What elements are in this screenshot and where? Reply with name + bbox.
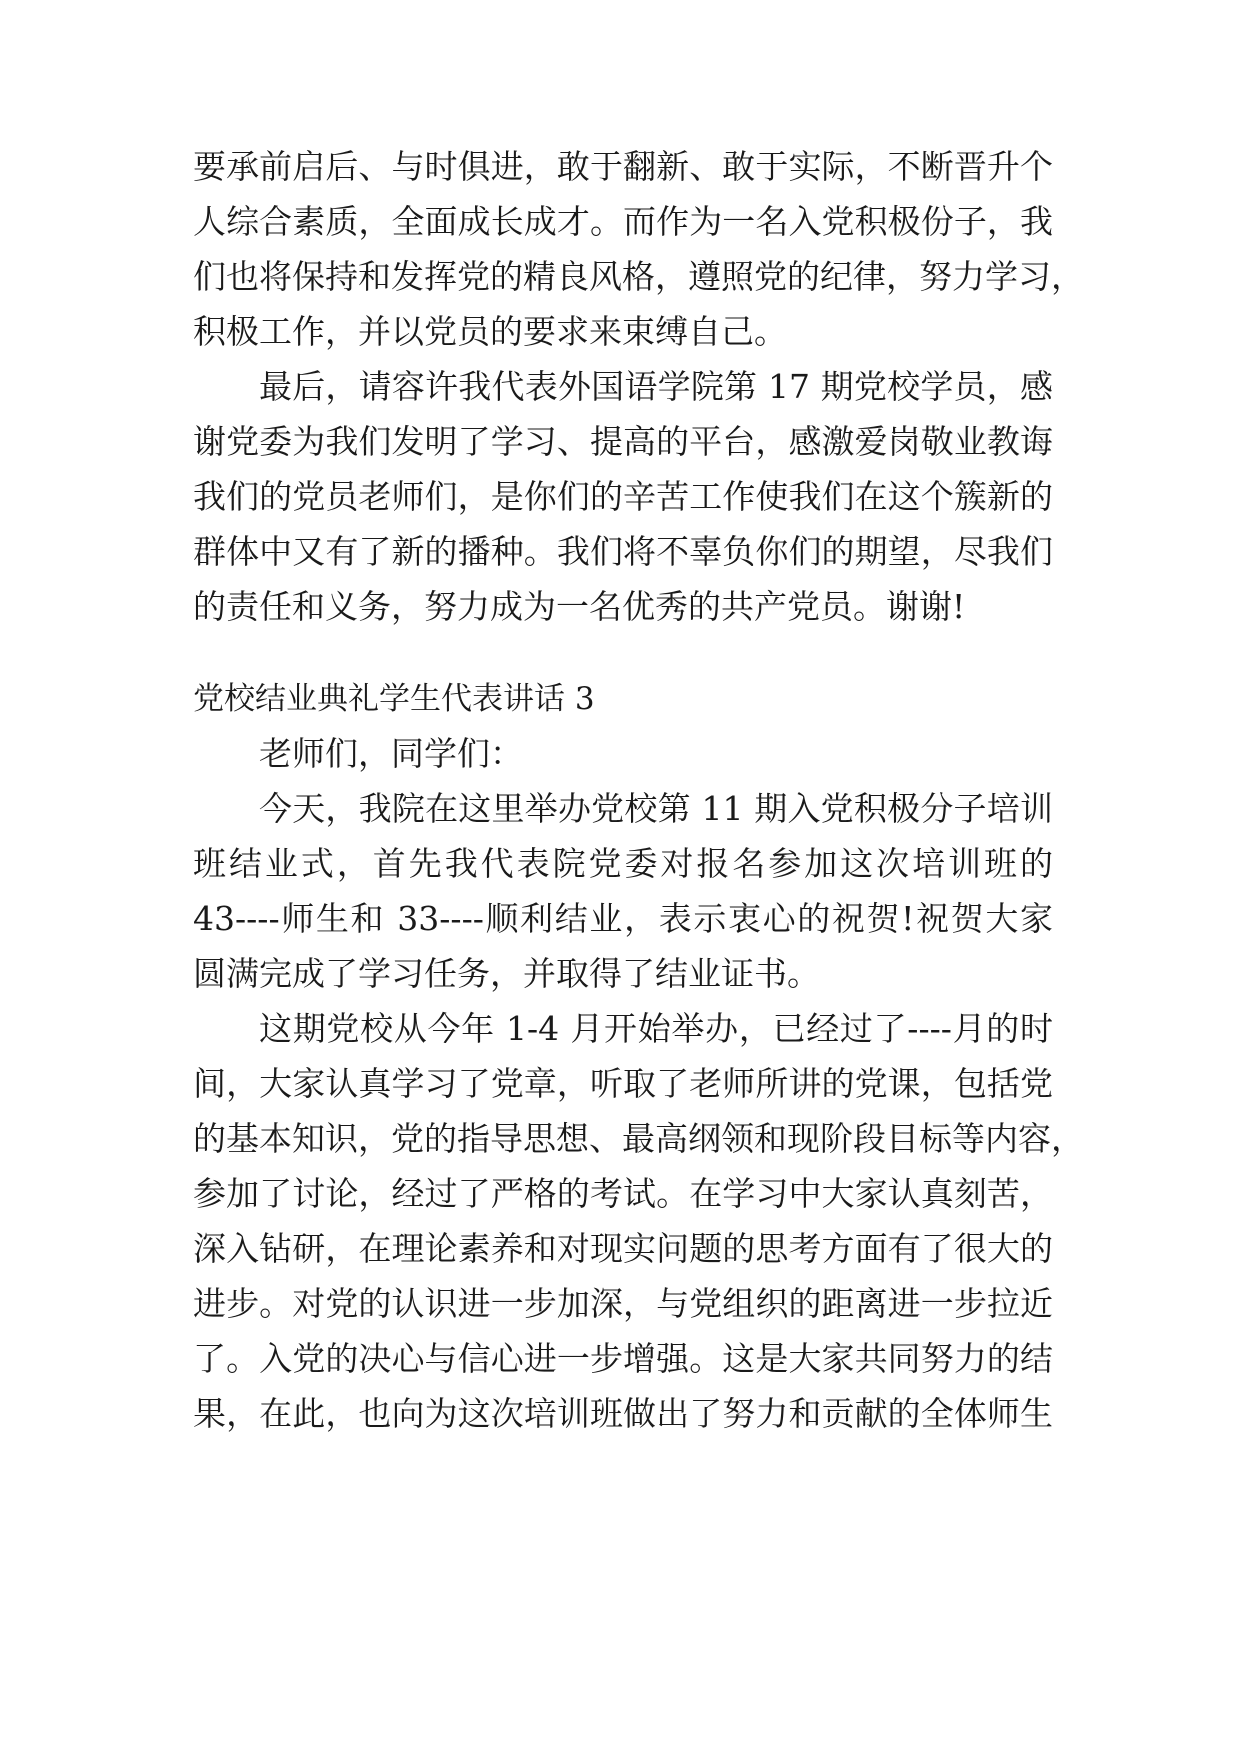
text-line: 参加了讨论，经过了严格的考试。在学习中大家认真刻苦，	[193, 1174, 1053, 1213]
text-line: 43----师生和 33----顺利结业，表示衷心的祝贺!祝贺大家	[193, 899, 1053, 938]
text-line: 果，在此，也向为这次培训班做出了努力和贡献的全体师生	[193, 1394, 1053, 1433]
salutation: 老师们，同学们：	[259, 734, 523, 773]
paragraph-first-line: 今天，我院在这里举办党校第 11 期入党积极分子培训	[259, 789, 1053, 828]
text-line: 积极工作，并以党员的要求来束缚自己。	[193, 312, 787, 351]
text-line: 人综合素质，全面成长成才。而作为一名入党积极份子，我	[193, 202, 1053, 241]
section-title: 党校结业典礼学生代表讲话 3	[193, 681, 595, 717]
text-line: 班结业式，首先我代表院党委对报名参加这次培训班的	[193, 844, 1053, 883]
text-line: 要承前启后、与时俱进，敢于翻新、敢于实际，不断晋升个	[193, 147, 1053, 186]
text-line: 们也将保持和发挥党的精良风格，遵照党的纪律，努力学习，	[193, 257, 1084, 296]
text-line: 进步。对党的认识进一步加深，与党组织的距离进一步拉近	[193, 1284, 1053, 1323]
text-line: 的责任和义务，努力成为一名优秀的共产党员。谢谢!	[193, 587, 966, 626]
paragraph-first-line: 这期党校从今年 1-4 月开始举办，已经过了----月的时	[259, 1009, 1053, 1048]
paragraph-first-line: 最后，请容许我代表外国语学院第 17 期党校学员，感	[259, 367, 1053, 406]
text-line: 的基本知识，党的指导思想、最高纲领和现阶段目标等内容，	[193, 1119, 1084, 1158]
text-line: 谢党委为我们发明了学习、提高的平台，感激爱岗敬业教诲	[193, 422, 1053, 461]
text-line: 深入钻研，在理论素养和对现实问题的思考方面有了很大的	[193, 1229, 1053, 1268]
text-line: 间，大家认真学习了党章，听取了老师所讲的党课，包括党	[193, 1064, 1053, 1103]
text-line: 了。入党的决心与信心进一步增强。这是大家共同努力的结	[193, 1339, 1053, 1378]
text-line: 我们的党员老师们，是你们的辛苦工作使我们在这个簇新的	[193, 477, 1053, 516]
text-line: 群体中又有了新的播种。我们将不辜负你们的期望，尽我们	[193, 532, 1053, 571]
text-line: 圆满完成了学习任务，并取得了结业证书。	[193, 954, 820, 993]
